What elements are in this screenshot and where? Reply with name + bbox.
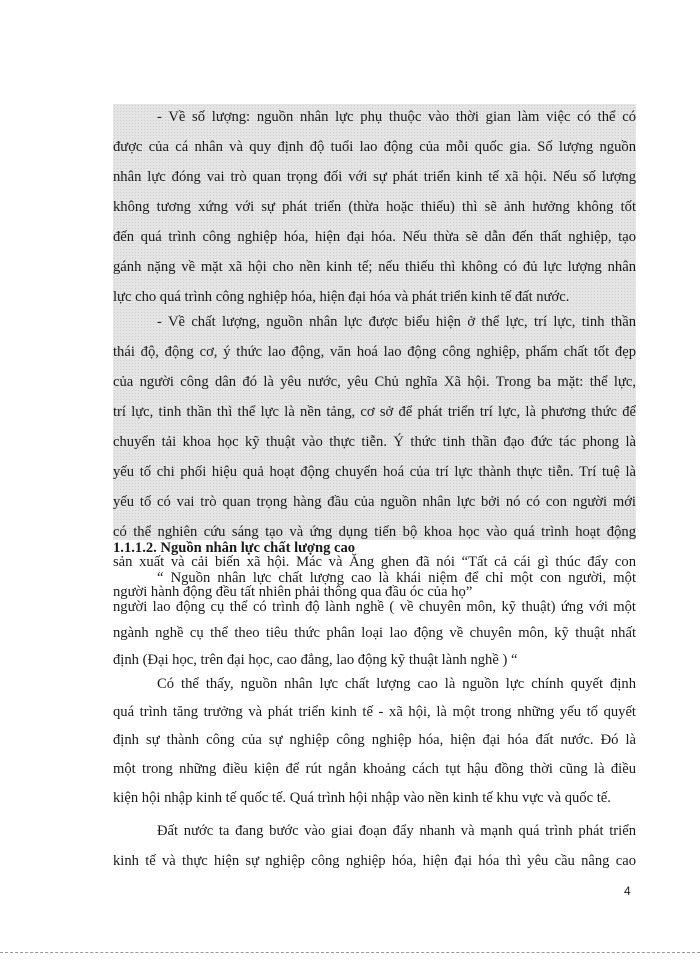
text-line: - Về số lượng: nguồn nhân lực phụ thuộc vào thời gian làm việc có thể có xyxy=(157,109,636,125)
text-line: nhân lực đóng vai trò quan trọng đối với sự phát triển kinh tế xã hội. Nếu số lượng xyxy=(113,169,636,185)
text-line: yếu tố có vai trò quan trọng hàng đầu của nguồn nhân lực bởi nó có con người mới xyxy=(113,494,636,510)
text-line: được của cá nhân và quy định độ tuổi lao động của mỗi quốc gia. Số lượng nguồn xyxy=(113,139,636,155)
text-line: gánh nặng về mặt xã hội cho nền kinh tế; nếu thiếu thì không có đủ lực lượng nhân xyxy=(113,259,636,275)
text-line: ngành nghề cụ thể theo tiêu thức phân loại lao động về chuyên môn, kỹ thuật nhất xyxy=(113,625,636,641)
text-line: Có thể thấy, nguồn nhân lực chất lượng cao là nguồn lực chính quyết định xyxy=(157,676,636,692)
text-line: trí lực, tinh thần thì thể lực là nền tảng, cơ sở để phát triển trí lực, là phương thức để xyxy=(113,404,636,420)
text-line: của người công dân đó là yêu nước, yêu Chủ nghĩa Xã hội. Trong ba mặt: thể lực, xyxy=(113,374,636,390)
text-line: có thể nghiên cứu sáng tạo và ứng dụng tiến bộ khoa học vào quá trình hoạt động xyxy=(113,524,636,540)
text-line: Đất nước ta đang bước vào giai đoạn đẩy nhanh và mạnh quá trình phát triển xyxy=(157,823,636,839)
text-line: một trong những điều kiện để rút ngắn khoảng cách tụt hậu đồng thời cũng là điều xyxy=(113,761,636,777)
text-line: thái độ, động cơ, ý thức lao động, văn hoá lao động công nghiệp, phẩm chất tốt đẹp xyxy=(113,344,636,360)
text-line: chuyển tải khoa học kỹ thuật vào thực tiễn. Ý thức tinh thần đạo đức tác phong là xyxy=(113,434,636,450)
text-line: đến quá trình công nghiệp hóa, hiện đại hóa. Nếu thừa sẽ dẫn đến thất nghiệp, tạo xyxy=(113,229,636,245)
text-line: kinh tế và thực hiện sự nghiệp công nghiệp hóa, hiện đại hóa thì yêu cầu nâng cao xyxy=(113,853,636,869)
text-line: kiện hội nhập kinh tế quốc tế. Quá trình hội nhập vào nền kinh tế khu vực và quốc tế. xyxy=(113,790,611,806)
text-line: không tương xứng với sự phát triển (thừa hoặc thiếu) thì sẽ ảnh hưởng không tốt xyxy=(113,199,636,215)
text-line: - Về chất lượng, nguồn nhân lực được biểu hiện ở thể lực, trí lực, tinh thần xyxy=(157,314,636,330)
text-line: sản xuất và cải biến xã hội. Mác và Ăng ghen đã nói “Tất cả cái gì thúc đẩy con xyxy=(113,554,636,570)
section-heading: 1.1.1.2. Nguồn nhân lực chất lượng cao xyxy=(113,540,356,556)
text-line: lực cho quá trình công nghiệp hóa, hiện đại hóa và phát triển kinh tế đất nước. xyxy=(113,289,570,305)
text-line: yếu tố chi phối hiệu quả hoạt động chuyển hoá của trí lực thành thực tiễn. Trí tuệ là xyxy=(113,464,636,480)
page-number: 4 xyxy=(624,884,631,898)
text-line: “ Nguồn nhân lực chất lượng cao là khái niệm để chỉ một con người, một xyxy=(157,570,636,586)
text-line: quá trình tăng trưởng và phát triển kinh tế - xã hội, là một trong những yếu tố quyết xyxy=(113,704,636,720)
text-line: định (Đại học, trên đại học, cao đẳng, lao động kỹ thuật lành nghề ) “ xyxy=(113,652,518,668)
text-line: người lao động cụ thể có trình độ lành nghề ( về chuyên môn, kỹ thuật) ứng với một xyxy=(113,599,636,615)
text-line: định sự thành công của sự nghiệp công nghiệp hóa, hiện đại hóa đất nước. Đó là xyxy=(113,732,636,748)
text-line: người hành động đều tất nhiên phải thông qua đầu óc của họ” xyxy=(113,584,473,600)
page-bottom-rule xyxy=(0,952,700,953)
